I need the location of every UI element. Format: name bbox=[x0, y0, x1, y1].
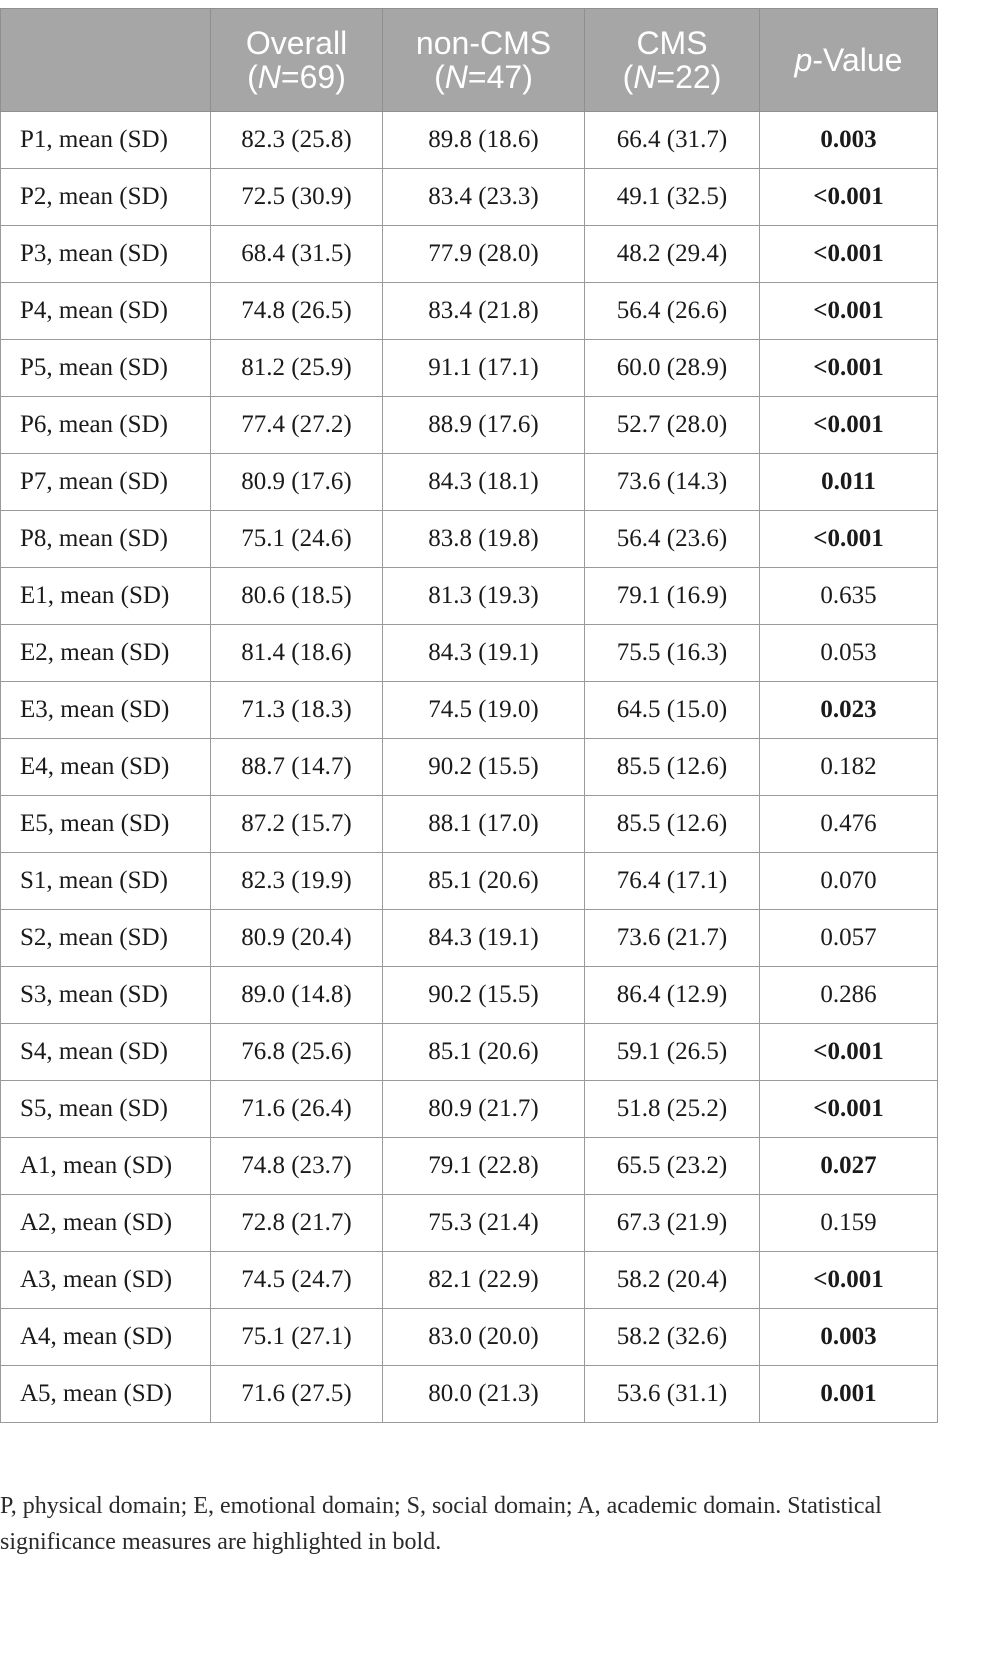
table-row bbox=[1, 568, 938, 625]
cell-noncms: 88.1 (17.0) bbox=[383, 796, 585, 853]
cell-noncms: 80.0 (21.3) bbox=[383, 1366, 585, 1423]
header-noncms-n-symbol: N bbox=[444, 59, 468, 95]
row-label: P4, mean (SD) bbox=[1, 283, 211, 340]
cell-noncms: 84.3 (19.1) bbox=[383, 910, 585, 967]
row-label: A2, mean (SD) bbox=[1, 1195, 211, 1252]
row-label: E1, mean (SD) bbox=[1, 568, 211, 625]
cell-overall: 89.0 (14.8) bbox=[211, 967, 383, 1024]
cell-noncms: 88.9 (17.6) bbox=[383, 397, 585, 454]
cell-cms: 76.4 (17.1) bbox=[585, 853, 760, 910]
cell-pvalue: 0.001 bbox=[760, 1366, 938, 1423]
cell-noncms: 84.3 (18.1) bbox=[383, 454, 585, 511]
cell-overall: 68.4 (31.5) bbox=[211, 226, 383, 283]
cell-pvalue: <0.001 bbox=[760, 511, 938, 568]
cell-overall: 72.5 (30.9) bbox=[211, 169, 383, 226]
table-row bbox=[1, 625, 938, 682]
results-table-container bbox=[0, 8, 937, 1423]
row-label: P5, mean (SD) bbox=[1, 340, 211, 397]
header-noncms-n: (N=47) bbox=[434, 59, 533, 95]
cell-cms: 59.1 (26.5) bbox=[585, 1024, 760, 1081]
cell-pvalue: 0.182 bbox=[760, 739, 938, 796]
cell-pvalue: <0.001 bbox=[760, 226, 938, 283]
cell-overall: 74.8 (23.7) bbox=[211, 1138, 383, 1195]
table-body bbox=[1, 112, 938, 1423]
row-label: P2, mean (SD) bbox=[1, 169, 211, 226]
table-row bbox=[1, 454, 938, 511]
cell-pvalue: <0.001 bbox=[760, 169, 938, 226]
footnote-line-2: significance measures are highlighted in bold. bbox=[0, 1529, 442, 1555]
cell-cms: 79.1 (16.9) bbox=[585, 568, 760, 625]
row-label: S2, mean (SD) bbox=[1, 910, 211, 967]
cell-cms: 58.2 (20.4) bbox=[585, 1252, 760, 1309]
table-row bbox=[1, 796, 938, 853]
row-label: P8, mean (SD) bbox=[1, 511, 211, 568]
row-label: S1, mean (SD) bbox=[1, 853, 211, 910]
cell-cms: 73.6 (14.3) bbox=[585, 454, 760, 511]
row-label: S5, mean (SD) bbox=[1, 1081, 211, 1138]
cell-overall: 71.6 (27.5) bbox=[211, 1366, 383, 1423]
cell-overall: 75.1 (27.1) bbox=[211, 1309, 383, 1366]
cell-cms: 64.5 (15.0) bbox=[585, 682, 760, 739]
table-row bbox=[1, 739, 938, 796]
cell-cms: 73.6 (21.7) bbox=[585, 910, 760, 967]
header-overall-n-value: =69) bbox=[280, 59, 346, 95]
cell-noncms: 81.3 (19.3) bbox=[383, 568, 585, 625]
header-cms-n: (N=22) bbox=[622, 59, 722, 95]
table-row bbox=[1, 1366, 938, 1423]
cell-noncms: 91.1 (17.1) bbox=[383, 340, 585, 397]
cell-overall: 74.8 (26.5) bbox=[211, 283, 383, 340]
cell-overall: 72.8 (21.7) bbox=[211, 1195, 383, 1252]
row-label: P1, mean (SD) bbox=[1, 112, 211, 169]
cell-cms: 85.5 (12.6) bbox=[585, 796, 760, 853]
header-pvalue bbox=[760, 9, 938, 112]
cell-noncms: 80.9 (21.7) bbox=[383, 1081, 585, 1138]
table-row bbox=[1, 853, 938, 910]
cell-pvalue: 0.053 bbox=[760, 625, 938, 682]
cell-noncms: 83.4 (23.3) bbox=[383, 169, 585, 226]
header-noncms bbox=[383, 9, 585, 112]
cell-noncms: 82.1 (22.9) bbox=[383, 1252, 585, 1309]
row-label: P6, mean (SD) bbox=[1, 397, 211, 454]
table-row bbox=[1, 1309, 938, 1366]
row-label: E5, mean (SD) bbox=[1, 796, 211, 853]
table-row bbox=[1, 967, 938, 1024]
cell-cms: 49.1 (32.5) bbox=[585, 169, 760, 226]
cell-pvalue: 0.011 bbox=[760, 454, 938, 511]
cell-noncms: 83.4 (21.8) bbox=[383, 283, 585, 340]
table-row bbox=[1, 1024, 938, 1081]
cell-overall: 76.8 (25.6) bbox=[211, 1024, 383, 1081]
cell-noncms: 84.3 (19.1) bbox=[383, 625, 585, 682]
header-overall bbox=[211, 9, 383, 112]
cell-noncms: 83.8 (19.8) bbox=[383, 511, 585, 568]
cell-overall: 80.9 (17.6) bbox=[211, 454, 383, 511]
cell-noncms: 90.2 (15.5) bbox=[383, 739, 585, 796]
table-row bbox=[1, 1252, 938, 1309]
header-pvalue-rest: -Value bbox=[812, 42, 903, 78]
cell-pvalue: 0.286 bbox=[760, 967, 938, 1024]
table-row bbox=[1, 169, 938, 226]
footnote-line-1: P, physical domain; E, emotional domain; S, social domain; A, academic domain. Statistical bbox=[0, 1493, 882, 1519]
header-row bbox=[1, 9, 938, 112]
cell-pvalue: <0.001 bbox=[760, 1252, 938, 1309]
table-row bbox=[1, 112, 938, 169]
table-row bbox=[1, 226, 938, 283]
cell-overall: 75.1 (24.6) bbox=[211, 511, 383, 568]
header-overall-title: Overall bbox=[245, 25, 348, 61]
header-pvalue-italic: p bbox=[794, 42, 813, 78]
cell-pvalue: 0.159 bbox=[760, 1195, 938, 1252]
cell-noncms: 89.8 (18.6) bbox=[383, 112, 585, 169]
header-noncms-title: non-CMS bbox=[415, 25, 552, 61]
cell-pvalue: 0.476 bbox=[760, 796, 938, 853]
table-footnote bbox=[0, 1488, 960, 1560]
cell-overall: 80.9 (20.4) bbox=[211, 910, 383, 967]
row-label: A5, mean (SD) bbox=[1, 1366, 211, 1423]
table-row bbox=[1, 1138, 938, 1195]
table-row bbox=[1, 340, 938, 397]
cell-overall: 88.7 (14.7) bbox=[211, 739, 383, 796]
cell-pvalue: <0.001 bbox=[760, 1024, 938, 1081]
table-row bbox=[1, 682, 938, 739]
table-row bbox=[1, 511, 938, 568]
cell-cms: 51.8 (25.2) bbox=[585, 1081, 760, 1138]
row-label: P3, mean (SD) bbox=[1, 226, 211, 283]
cell-cms: 52.7 (28.0) bbox=[585, 397, 760, 454]
cell-pvalue: 0.003 bbox=[760, 1309, 938, 1366]
cell-cms: 65.5 (23.2) bbox=[585, 1138, 760, 1195]
cell-pvalue: 0.057 bbox=[760, 910, 938, 967]
row-label: E4, mean (SD) bbox=[1, 739, 211, 796]
cell-cms: 53.6 (31.1) bbox=[585, 1366, 760, 1423]
row-label: A1, mean (SD) bbox=[1, 1138, 211, 1195]
cell-overall: 71.3 (18.3) bbox=[211, 682, 383, 739]
header-cms-title: CMS bbox=[636, 25, 708, 61]
cell-pvalue: 0.027 bbox=[760, 1138, 938, 1195]
cell-cms: 56.4 (23.6) bbox=[585, 511, 760, 568]
cell-pvalue: <0.001 bbox=[760, 283, 938, 340]
cell-pvalue: <0.001 bbox=[760, 397, 938, 454]
header-cms bbox=[585, 9, 760, 112]
cell-overall: 77.4 (27.2) bbox=[211, 397, 383, 454]
cell-pvalue: 0.070 bbox=[760, 853, 938, 910]
cell-overall: 81.4 (18.6) bbox=[211, 625, 383, 682]
cell-overall: 74.5 (24.7) bbox=[211, 1252, 383, 1309]
cell-noncms: 85.1 (20.6) bbox=[383, 1024, 585, 1081]
cell-pvalue: <0.001 bbox=[760, 340, 938, 397]
cell-overall: 82.3 (19.9) bbox=[211, 853, 383, 910]
cell-cms: 67.3 (21.9) bbox=[585, 1195, 760, 1252]
cell-pvalue: 0.003 bbox=[760, 112, 938, 169]
cell-cms: 75.5 (16.3) bbox=[585, 625, 760, 682]
cell-cms: 60.0 (28.9) bbox=[585, 340, 760, 397]
cell-overall: 81.2 (25.9) bbox=[211, 340, 383, 397]
table-row bbox=[1, 283, 938, 340]
row-label: A4, mean (SD) bbox=[1, 1309, 211, 1366]
cell-noncms: 74.5 (19.0) bbox=[383, 682, 585, 739]
cell-cms: 56.4 (26.6) bbox=[585, 283, 760, 340]
row-label: E3, mean (SD) bbox=[1, 682, 211, 739]
cell-noncms: 90.2 (15.5) bbox=[383, 967, 585, 1024]
header-overall-n: (N=69) bbox=[247, 59, 346, 95]
cell-overall: 87.2 (15.7) bbox=[211, 796, 383, 853]
row-label: S4, mean (SD) bbox=[1, 1024, 211, 1081]
cell-noncms: 77.9 (28.0) bbox=[383, 226, 585, 283]
row-label: S3, mean (SD) bbox=[1, 967, 211, 1024]
results-table bbox=[0, 8, 938, 1423]
header-noncms-n-value: =47) bbox=[467, 59, 533, 95]
cell-cms: 66.4 (31.7) bbox=[585, 112, 760, 169]
cell-noncms: 85.1 (20.6) bbox=[383, 853, 585, 910]
table-row bbox=[1, 1195, 938, 1252]
row-label: E2, mean (SD) bbox=[1, 625, 211, 682]
cell-cms: 85.5 (12.6) bbox=[585, 739, 760, 796]
header-cms-n-symbol: N bbox=[633, 59, 657, 95]
cell-overall: 71.6 (26.4) bbox=[211, 1081, 383, 1138]
table-row bbox=[1, 910, 938, 967]
cell-cms: 48.2 (29.4) bbox=[585, 226, 760, 283]
table-header bbox=[1, 9, 938, 112]
row-label: P7, mean (SD) bbox=[1, 454, 211, 511]
cell-cms: 58.2 (32.6) bbox=[585, 1309, 760, 1366]
cell-noncms: 79.1 (22.8) bbox=[383, 1138, 585, 1195]
row-label: A3, mean (SD) bbox=[1, 1252, 211, 1309]
cell-cms: 86.4 (12.9) bbox=[585, 967, 760, 1024]
cell-noncms: 83.0 (20.0) bbox=[383, 1309, 585, 1366]
cell-pvalue: 0.635 bbox=[760, 568, 938, 625]
header-overall-n-symbol: N bbox=[257, 59, 281, 95]
header-label-column bbox=[1, 9, 211, 112]
cell-pvalue: 0.023 bbox=[760, 682, 938, 739]
cell-overall: 82.3 (25.8) bbox=[211, 112, 383, 169]
cell-pvalue: <0.001 bbox=[760, 1081, 938, 1138]
table-row bbox=[1, 1081, 938, 1138]
cell-overall: 80.6 (18.5) bbox=[211, 568, 383, 625]
table-row bbox=[1, 397, 938, 454]
cell-noncms: 75.3 (21.4) bbox=[383, 1195, 585, 1252]
header-cms-n-value: =22) bbox=[656, 59, 722, 95]
